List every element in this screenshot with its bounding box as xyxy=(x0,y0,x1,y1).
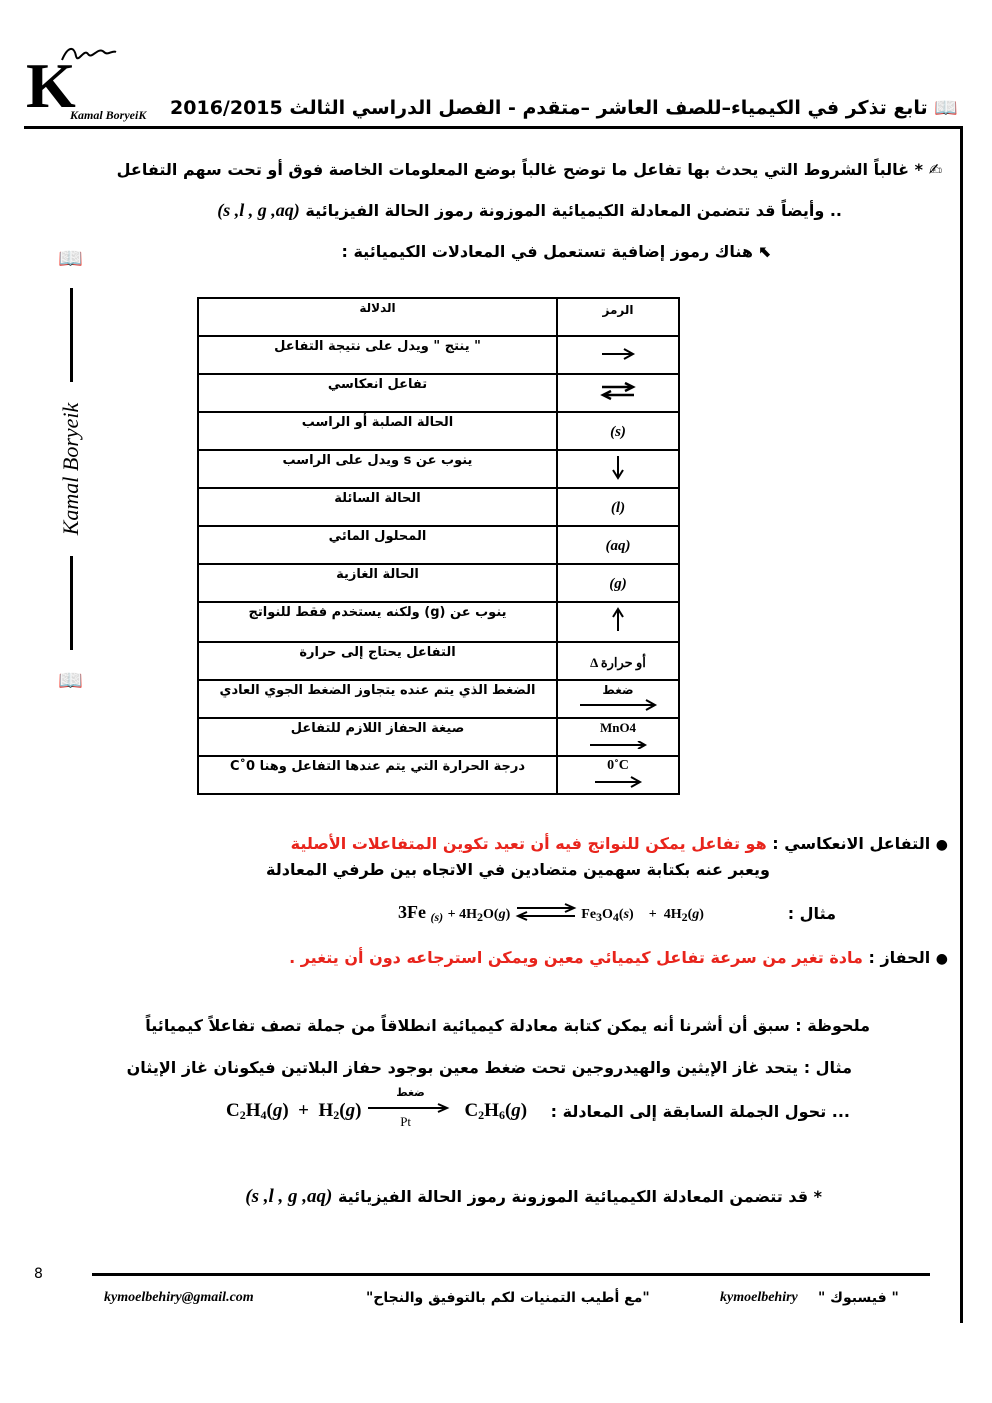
row-meaning: صيغة الحفاز اللازم للتفاعل xyxy=(198,718,557,756)
footer-rule xyxy=(92,1273,930,1276)
table-row xyxy=(198,526,679,564)
table-row xyxy=(198,412,679,450)
row-meaning: التفاعل يحتاج إلى حرارة xyxy=(198,642,557,680)
state-symbols: (s ,l , g ,aq) xyxy=(217,200,300,220)
catalyst-definition xyxy=(289,948,948,967)
footer-facebook-label: " فيسبوك " xyxy=(818,1290,899,1306)
check-arrow-icon: ⬉ xyxy=(758,242,772,261)
table-row xyxy=(198,450,679,488)
catalyst-definition-text: مادة تغير من سرعة تفاعل كيميائي معين ويمكن استرجاعه دون أن يتغير . xyxy=(289,948,863,967)
table-header-meaning: الدلالة xyxy=(198,298,557,336)
table-row xyxy=(198,680,679,718)
note-line-2: مثال : يتحد غاز الإيثين والهيدروجين تحت ضغط معين بوجود حفاز البلاتين فيكونان غاز الإيثان xyxy=(126,1058,852,1077)
margin-bar xyxy=(70,288,73,382)
temperature-arrow: 0˚C xyxy=(557,756,679,794)
row-meaning: ينوب عن s ويدل على الراسب xyxy=(198,450,557,488)
logo-name: Kamal BoryeiK xyxy=(70,108,147,122)
row-symbol: Δ أو حرارة xyxy=(557,642,679,680)
reversible-definition-text: هو تفاعل يمكن للنواتج فيه أن تعيد تكوين المتفاعلات الأصلية xyxy=(290,834,767,853)
catalyst-arrow: MnO4 xyxy=(557,718,679,756)
table-header-symbol: الرمز xyxy=(557,298,679,336)
bullet: ● xyxy=(935,837,948,853)
table-row xyxy=(198,564,679,602)
row-meaning: درجة الحرارة التي يتم عندها التفاعل وهنا 0˚C xyxy=(198,756,557,794)
table-row xyxy=(198,336,679,374)
page-title: 📖 تابع تذكر في الكيمياء–للصف العاشر –متقدم - الفصل الدراسي الثالث 2016/2015 xyxy=(170,97,958,119)
pen-icon: ✍ xyxy=(928,160,942,179)
table-row xyxy=(198,374,679,412)
row-meaning: الحالة الصلبة أو الراسب xyxy=(198,412,557,450)
reversible-arrows-icon xyxy=(557,374,679,412)
state-symbols: (s ,l , g ,aq) xyxy=(245,1186,333,1207)
intro-line-1: ✍ * غالباً الشروط التي يحدث بها تفاعل ما توضح غالباً بوضع المعلومات الخاصة فوق أو تحت سهم التفاعل xyxy=(116,160,942,179)
footer-facebook-user: kymoelbehiry xyxy=(720,1290,798,1305)
row-meaning: " ينتج " ويدل على نتيجة التفاعل xyxy=(198,336,557,374)
down-arrow-icon xyxy=(557,450,679,488)
reversible-definition xyxy=(291,834,948,853)
row-symbol: (l) xyxy=(557,488,679,526)
table-row xyxy=(198,718,679,756)
row-meaning: المحلول المائي xyxy=(198,526,557,564)
catalyst-label: الحفاز : xyxy=(868,948,931,967)
logo-letter: K xyxy=(26,50,76,121)
row-symbol: (s) xyxy=(557,412,679,450)
conditions-arrow: ضغط Pt xyxy=(366,1098,450,1118)
book-icon: 📖 xyxy=(934,97,958,119)
row-meaning: الحالة الغازية xyxy=(198,564,557,602)
book-icon: 📖 xyxy=(58,668,83,692)
row-meaning: ينوب عن (g) ولكنه يستخدم فقط للنواتج xyxy=(198,602,557,642)
note-line-3: ... تحول الجملة السابقة إلى المعادلة : xyxy=(550,1102,850,1121)
intro-line-3: ⬉ هناك رموز إضافية تستعمل في المعادلات الكيميائية : xyxy=(341,242,772,261)
table-row xyxy=(198,642,679,680)
footer-email: kymoelbehiry@gmail.com xyxy=(104,1290,254,1305)
row-meaning: الحالة السائلة xyxy=(198,488,557,526)
table-row xyxy=(198,756,679,794)
row-symbol: (g) xyxy=(557,564,679,602)
table-row xyxy=(198,602,679,642)
book-icon: 📖 xyxy=(58,246,83,270)
reversible-label: التفاعل الانعكاسي : xyxy=(772,834,931,853)
table-header-row xyxy=(198,298,679,336)
example-label: مثال : xyxy=(787,904,836,923)
intro-line-2: .. وأيضاً قد تتضمن المعادلة الكيميائية الموزونة رموز الحالة الفيزيائية (s ,l , g ,aq) xyxy=(217,200,842,220)
note-line-1: ملحوظة : سبق أن أشرنا أنه يمكن كتابة معادلة كيميائية انطلاقاً من جملة تصف تفاعلاً كيميائياً xyxy=(145,1016,870,1035)
row-meaning: الضغط الذي يتم عنده يتجاوز الضغط الجوي العادي xyxy=(198,680,557,718)
closing-line: * قد تتضمن المعادلة الكيميائية الموزونة رموز الحالة الفيزيائية (s ,l , g ,aq) xyxy=(245,1186,822,1207)
header-rule xyxy=(24,126,960,129)
reversible-arrows-icon xyxy=(515,903,577,921)
pressure-arrow: ضغط xyxy=(557,680,679,718)
page-number: 8 xyxy=(34,1266,43,1282)
right-border xyxy=(960,126,963,1323)
footer-wishes: "مع أطيب التمنيات لكم بالتوفيق والنجاح" xyxy=(366,1290,650,1306)
symbols-table xyxy=(197,297,680,795)
row-symbol: (aq) xyxy=(557,526,679,564)
reversible-expression: ويعبر عنه بكتابة سهمين متضادين في الاتجاه بين طرفي المعادلة xyxy=(266,860,770,879)
table-row xyxy=(198,488,679,526)
margin-vertical-name: Kamal Boryeik xyxy=(58,402,83,536)
yields-arrow-icon xyxy=(557,336,679,374)
margin-bar xyxy=(70,556,73,650)
note-equation: $C_2H_4(g) + H_2(g)$ ضغط Pt $C_2H_6(g)$ xyxy=(226,1086,528,1129)
row-meaning: تفاعل انعكاسي xyxy=(198,374,557,412)
bullet: ● xyxy=(935,951,948,967)
reversible-equation: 3Fe $_{(s)}$ + 4H2O(g) Fe3O4(s) + 4H2(g) xyxy=(398,902,704,924)
up-arrow-icon xyxy=(557,602,679,642)
